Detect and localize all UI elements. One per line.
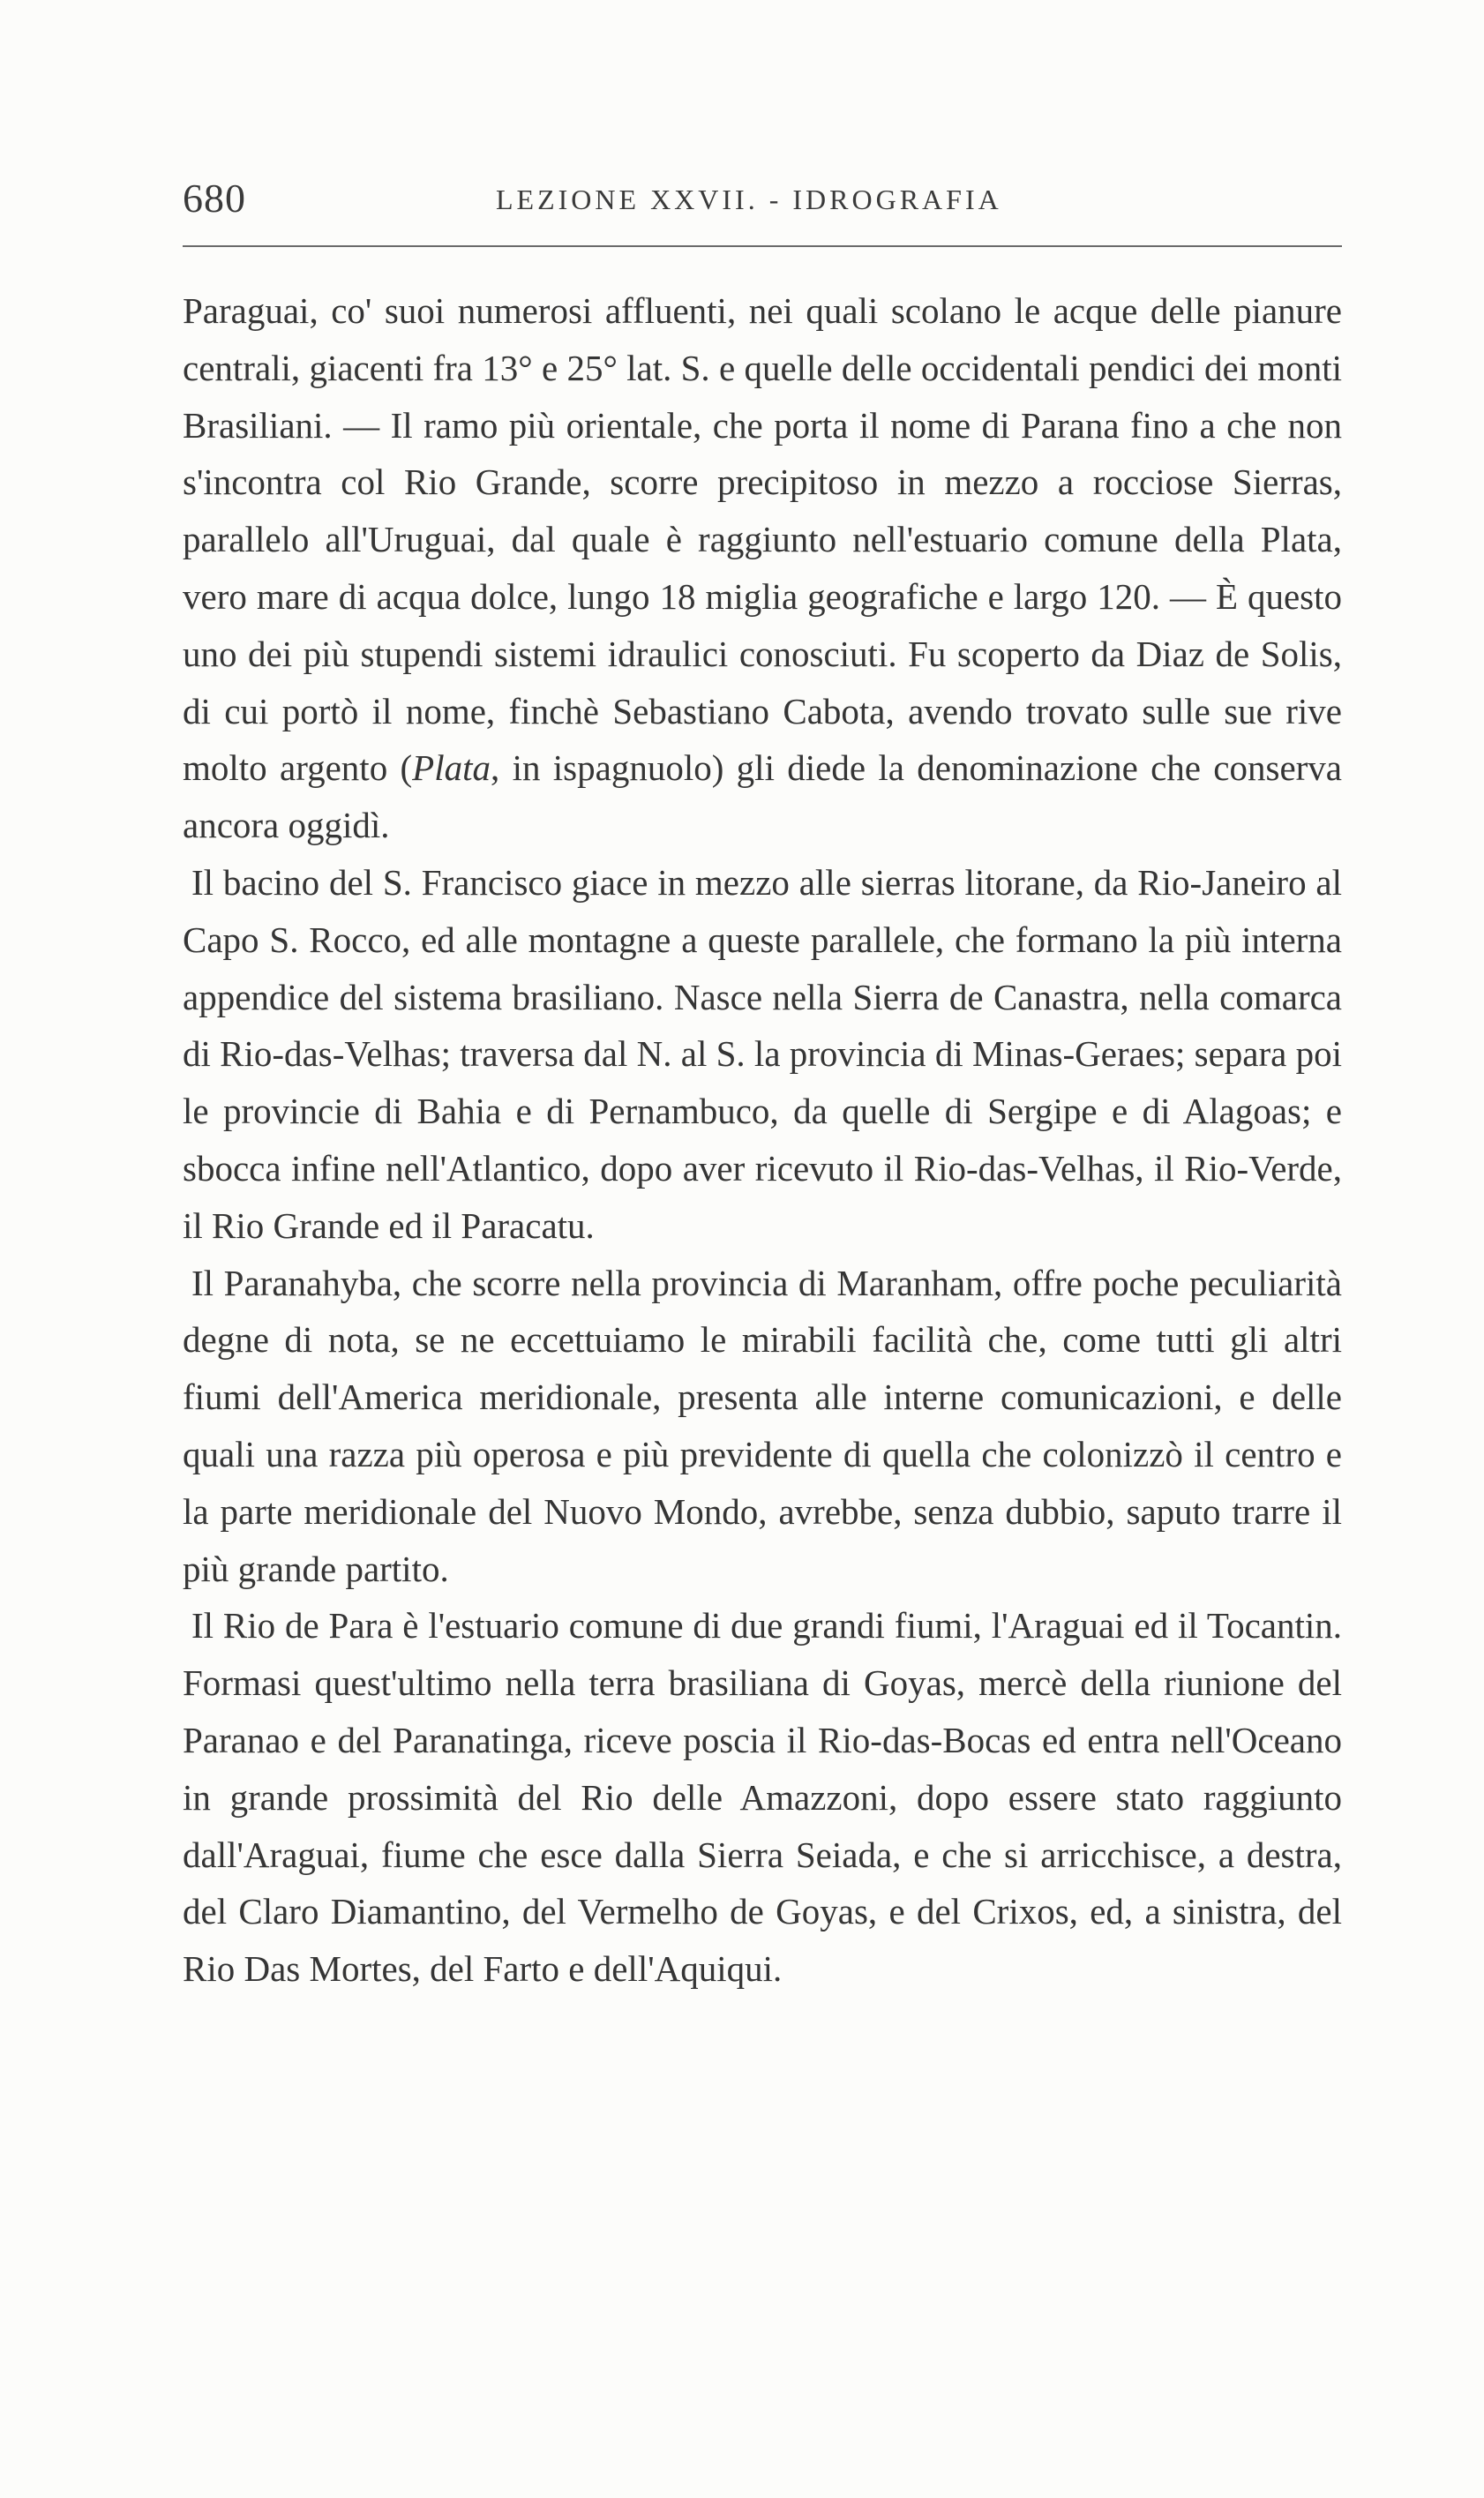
paragraph-san-francisco: Il bacino del S. Francisco giace in mezzo alle sierras litorane, da Rio-Janeiro al Capo S. Rocco, ed alle montagne a queste parallele, che formano la più interna appendice del sistema brasiliano. Nasce nella Sierra de Canastra, nella comarca di Rio-das-Velhas; traversa dal N. al S. la provincia di Minas-Geraes; separa poi le provincie di Bahia e di Pernambuco, da quelle di Sergipe e di Alagoas; e sbocca infine nell'Atlantico, dopo aver ricevuto il Rio-das-Velhas, il Rio-Verde, il Rio Grande ed il Paracatu.: [183, 861, 1342, 1246]
italic-term: Plata: [412, 747, 491, 789]
header-rule: [183, 245, 1342, 247]
paragraph-paraguai: [183, 282, 1342, 854]
paragraph-paranahyba: Il Paranahyba, che scorre nella provincia di Maranham, offre poche peculiarità degne di nota, se ne eccettuiamo le mirabili facilità che, come tutti gli altri fiumi dell'America meridionale, presenta alle interne comunicazioni, e delle quali una razza più operosa e più previdente di quella che colonizzò il centro e la parte meridionale del Nuovo Mondo, avrebbe, senza dubbio, saputo trarre il più grande partito.: [183, 1262, 1342, 1589]
paragraph-text: , in ispagnuolo) gli diede la denominazione che conserva ancora oggidì.: [183, 747, 1342, 846]
paragraph-rio-de-para: Il Rio de Para è l'estuario comune di due grandi fiumi, l'Araguai ed il Tocantin. Formasi quest'ultimo nella terra brasiliana di Goyas, mercè della riunione del Paranao e del Paranatinga, riceve poscia il Rio-das-Bocas ed entra nell'Oceano in grande prossimità del Rio delle Amazzoni, dopo essere stato raggiunto dall'Araguai, fiume che esce dalla Sierra Seiada, e che si arricchisce, a destra, del Claro Diamantino, del Vermelho de Goyas, e del Crixos, ed, a sinistra, del Rio Das Mortes, del Farto e dell'Aquiqui.: [183, 1605, 1342, 1990]
page-number: 680: [183, 176, 246, 221]
paragraph-text: Paraguai, co' suoi numerosi affluenti, nei quali scolano le acque delle pianure centrali, giacenti fra 13° e 25° lat. S. e quelle delle occidentali pendici dei monti Brasiliani. — Il ramo più orientale, che porta il nome di Parana fino a che non s'incontra col Rio Grande, scorre precipitoso in mezzo a rocciose Sierras, parallelo all'Uruguai, dal quale è raggiunto nell'estuario comune della Plata, vero mare di acqua dolce, lungo 18 miglia geografiche e largo 120. — È questo uno dei più stupendi sistemi idraulici conosciuti. Fu scoperto da Diaz de Solis, di cui portò il nome, finchè Sebastiano Cabota, avendo trovato sulle sue rive molto argento (: [183, 290, 1342, 789]
running-head: LEZIONE XXVII. - IDROGRAFIA: [496, 184, 1002, 215]
body-text: [183, 282, 1342, 1998]
page-header: [183, 175, 1342, 228]
